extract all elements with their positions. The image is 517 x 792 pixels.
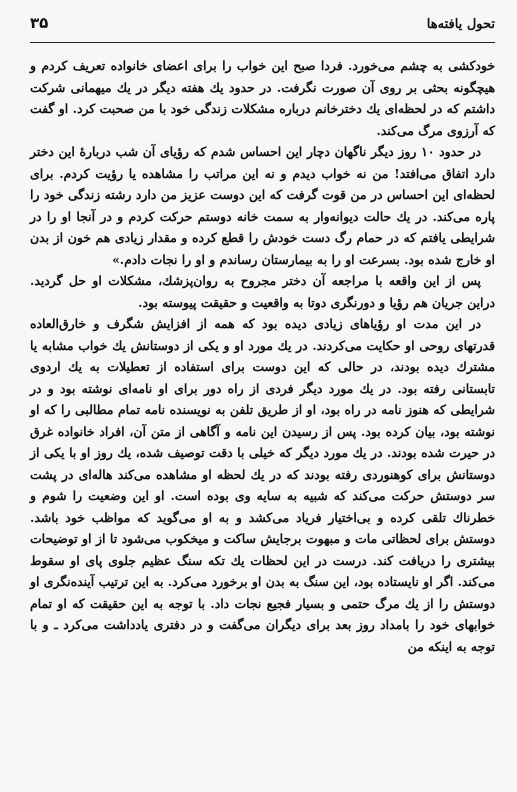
paragraph: در حدود ۱۰ روز دیگر ناگهان دچار این احساس شدم که رؤیای آن شب دربارهٔ این دختر دارد اتفاق می‌افتد! من نه خواب دیدم و نه این مراتب را مشاهده یا رؤیت کردم. برای لحظه‌ای این احساس در من قوت گرفت که این دوست عزیز من دارد رشته زندگی خود را پاره می‌کند. در یك حالت دیوانه‌وار به سمت خانه دوستم حرکت کردم و در آنجا او را در شرایطی یافتم که در حمام رگ دست خودش را قطع کرده و مقدار زیادی هم خون از بدن او خارج شده بود. بسرعت او را به بیمارستان رساندم و او را نجات دادم.»: [30, 144, 495, 267]
page-header: [30, 14, 495, 40]
paragraph: پس از این واقعه با مراجعه آن دختر مجروح به روان‌پزشك، مشکلات او حل گردید. دراین جریان هم رؤیا و دورنگری دوتا به واقعیت و حقیقت پیوسته بود.: [30, 273, 495, 310]
running-title: تحول یافته‌ها: [426, 17, 495, 32]
body-text: [30, 55, 495, 657]
paragraph: خودکشی به چشم می‌خورد. فردا صبح این خواب را برای اعضای خانواده تعریف کردم و هیچگونه بحثی بر روی آن صورت نگرفت. در حدود یك هفته دیگر در یك میهمانی شرکت داشتم که در لحظه‌ای یك دخترخانم درباره مشکلات زندگی خود با من صحبت کرد. او گفت که آرزوی مرگ می‌کند.: [30, 58, 495, 138]
header-rule: [30, 42, 495, 43]
paragraph: در این مدت او رؤیاهای زیادی دیده بود که همه از افزایش شگرف و خارق‌العاده قدرتهای روحی او حکایت می‌کردند. در یك مورد او و یکی از دوستانش یك خواب مشابه یا مشترك دیده بودند، در حالی که این دوست برای استفاده از تعطیلات به یك اردوی تابستانی رفته بود. در یك مورد دیگر فردی از راه دور برای او نامه‌ای نوشته بود و در شرایطی که هنوز نامه در راه بود، او از طریق تلفن به نویسنده نامه تمام مطالبی را که او نوشته بود، بیان کرده بود. پس از رسیدن این نامه و آگاهی از متن آن، افراد خانواده غرق در حیرت شده بودند. در یك مورد دیگر که خیلی با دقت توصیف شده، یك روز او با یکی از دوستانش برای کوهنوردی رفته بودند که در یك لحظه او مشاهده می‌کند هاله‌ای در پشت سر دوستش حرکت می‌کند که شبیه به سایه وی بوده است. او این وضعیت را شوم و خطرناك تلقی کرده و بی‌اختیار فریاد می‌کشد و به او می‌گوید که مواظب خود باشد. دوستش برای لحظاتی مات و مبهوت برجایش ساکت و میخکوب می‌شود تا از او توضیحات بیشتری را دریافت کند. درست در این لحظات یك تکه سنگ عظیم جلوی پای او سقوط می‌کند. اگر او نایستاده بود، این سنگ به بدن او برخورد می‌کرد. به این ترتیب آینده‌نگری او دوستش را از یك مرگ حتمی و بسیار فجیع نجات داد. با توجه به این حقیقت که او تمام خوابهای خود را بامداد روز بعد برای دیگران می‌گفت و در دفتری یادداشت می‌کرد ـ و با توجه به اینکه من: [30, 316, 495, 654]
page-number: ۳۵: [30, 14, 49, 32]
